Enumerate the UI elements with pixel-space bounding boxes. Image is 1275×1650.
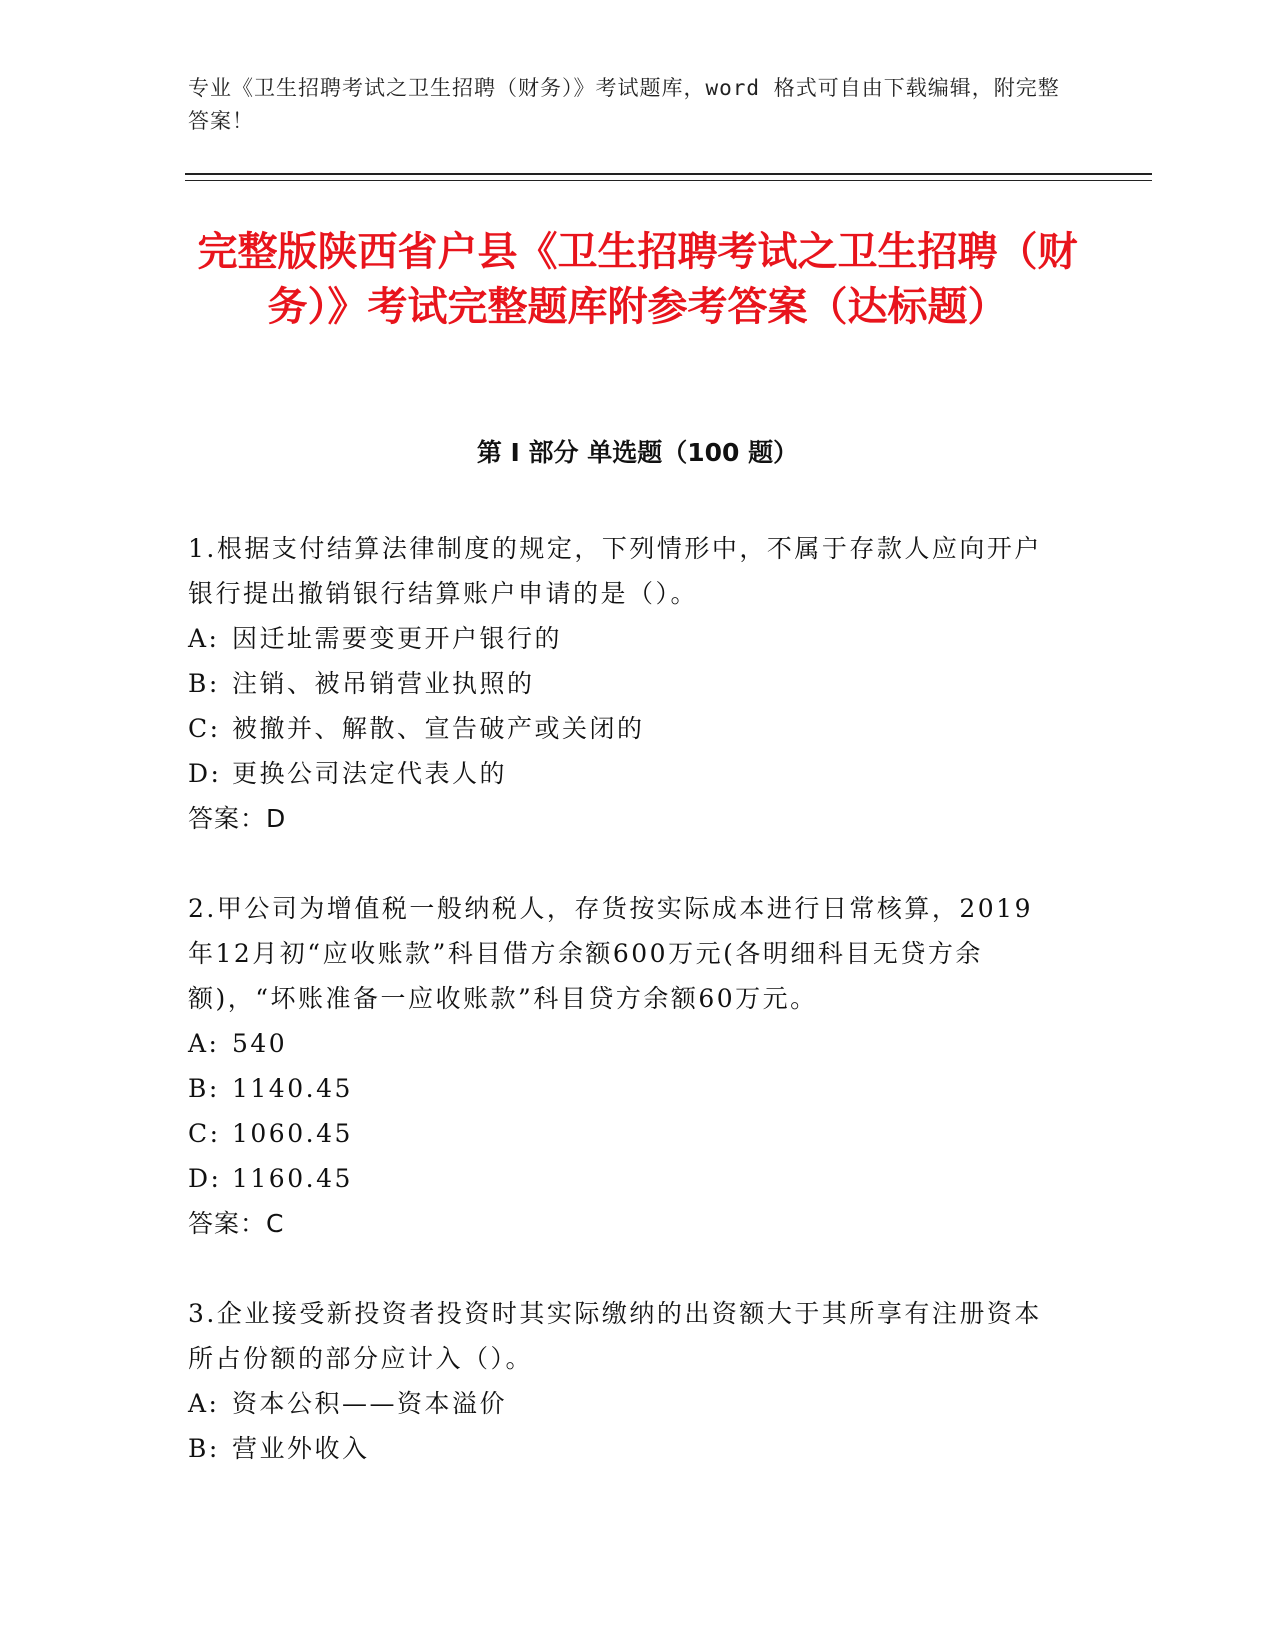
option-text: 营业外收入 xyxy=(232,1434,370,1463)
question-1-answer: 答案：D xyxy=(188,804,287,833)
option-letter: B: xyxy=(188,1074,220,1103)
question-1-option-c xyxy=(188,706,1058,751)
question-2-answer: 答案：C xyxy=(188,1209,285,1238)
option-text: 540 xyxy=(232,1029,288,1058)
option-text: 1160.45 xyxy=(232,1164,353,1193)
option-letter: B: xyxy=(188,669,220,698)
question-2-option-d xyxy=(188,1156,1058,1201)
option-text: 资本公积——资本溢价 xyxy=(232,1389,508,1418)
option-text: 被撤并、解散、宣告破产或关闭的 xyxy=(232,714,645,743)
question-1 xyxy=(188,526,1058,841)
option-letter: A: xyxy=(188,624,220,653)
option-letter: D: xyxy=(188,1164,222,1193)
option-letter: D: xyxy=(188,759,222,788)
option-letter: B: xyxy=(188,1434,220,1463)
question-1-option-a xyxy=(188,616,1058,661)
header-divider-thin xyxy=(185,180,1152,181)
header-note: 专业《卫生招聘考试之卫生招聘（财务）》考试题库，word 格式可自由下载编辑，附完整答案！ xyxy=(188,76,1060,133)
option-text: 1140.45 xyxy=(232,1074,353,1103)
option-text: 1060.45 xyxy=(232,1119,353,1148)
question-3-stem: 3.企业接受新投资者投资时其实际缴纳的出资额大于其所享有注册资本所占份额的部分应计入（）。 xyxy=(188,1299,1042,1373)
question-3 xyxy=(188,1291,1058,1471)
option-letter: A: xyxy=(188,1389,220,1418)
question-2-option-a xyxy=(188,1021,1058,1066)
option-letter: C: xyxy=(188,714,221,743)
document-title: 完整版陕西省户县《卫生招聘考试之卫生招聘（财务）》考试完整题库附参考答案（达标题） xyxy=(197,229,1078,330)
header-divider-thick xyxy=(185,173,1152,175)
question-1-option-b xyxy=(188,661,1058,706)
section-title: 第 I 部分 单选题（100 题） xyxy=(476,438,799,467)
question-2-stem: 2.甲公司为增值税一般纳税人，存货按实际成本进行日常核算，2019年12月初“应收账款”科目借方余额600万元(各明细科目无贷方余额)，“坏账准备一应收账款”科目贷方余额60万元。 xyxy=(188,894,1033,1013)
question-2-option-b xyxy=(188,1066,1058,1111)
question-3-option-a xyxy=(188,1381,1058,1426)
question-2 xyxy=(188,886,1058,1246)
question-1-option-d xyxy=(188,751,1058,796)
option-letter: C: xyxy=(188,1119,221,1148)
question-list xyxy=(188,526,1058,1516)
option-text: 更换公司法定代表人的 xyxy=(232,759,508,788)
option-letter: A: xyxy=(188,1029,220,1058)
question-1-stem: 1.根据支付结算法律制度的规定，下列情形中，不属于存款人应向开户银行提出撤销银行结算账户申请的是（）。 xyxy=(188,534,1042,608)
question-3-option-b xyxy=(188,1426,1058,1471)
question-2-option-c xyxy=(188,1111,1058,1156)
option-text: 因迁址需要变更开户银行的 xyxy=(232,624,563,653)
option-text: 注销、被吊销营业执照的 xyxy=(232,669,535,698)
